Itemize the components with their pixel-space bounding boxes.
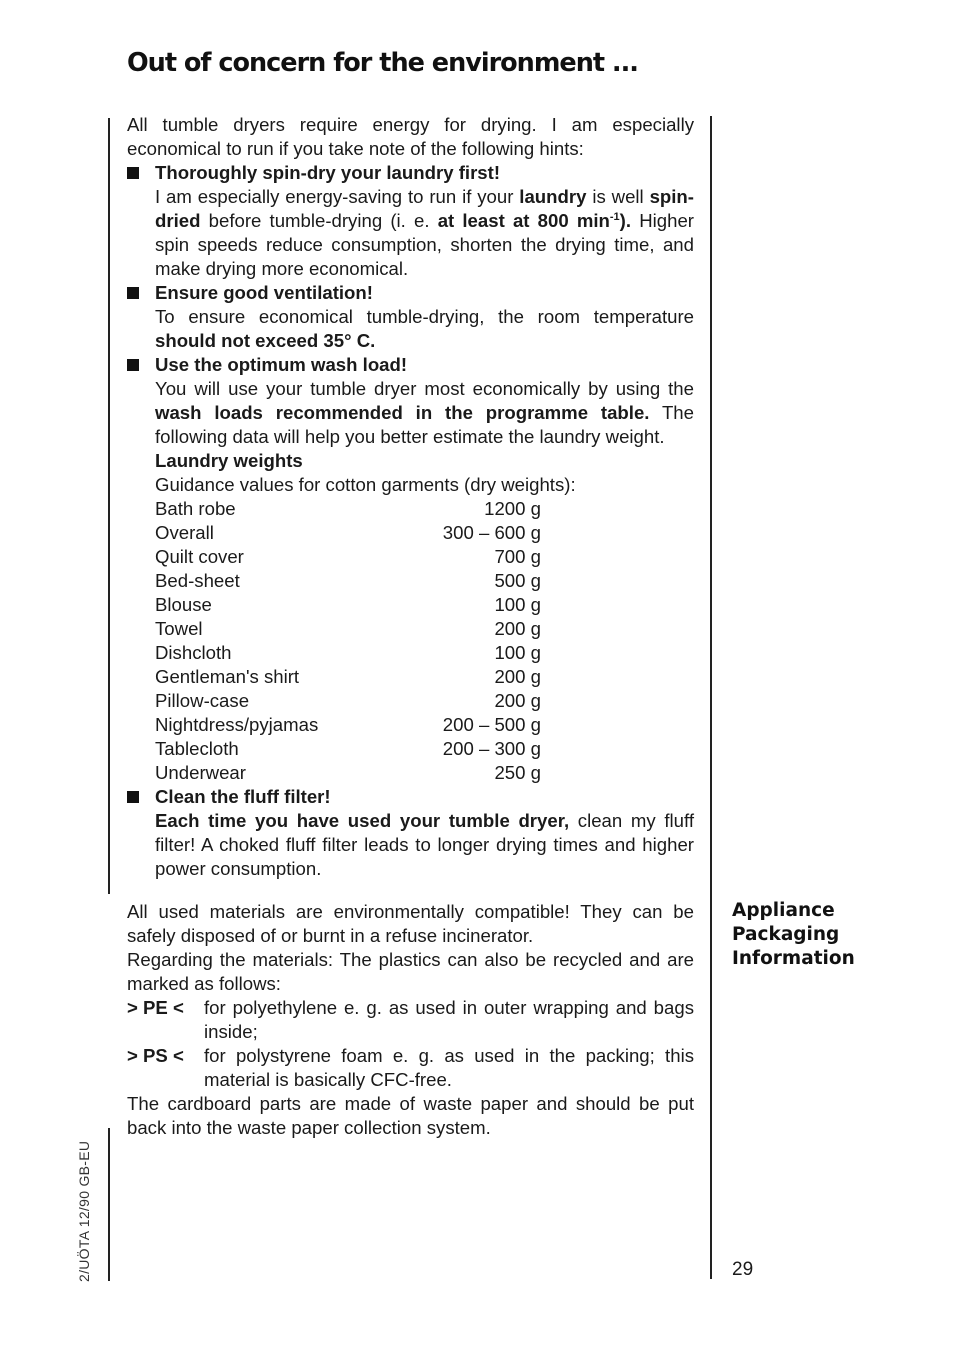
weight-item-value: 200 g (494, 666, 541, 687)
hint-heading-ventilation (127, 281, 694, 305)
side-heading (732, 899, 855, 971)
text-run-bold: at least at 800 min (437, 210, 610, 231)
energy-hints-section (127, 113, 694, 881)
weight-item-value: 100 g (494, 642, 541, 663)
left-margin-rule-top (108, 118, 110, 894)
weight-row (155, 761, 541, 785)
laundry-weights-guidance: Guidance values for cotton garments (dry weights): (155, 474, 576, 495)
weight-row (155, 617, 541, 641)
material-item-ps (127, 1044, 694, 1092)
hint-heading-fluff-filter (127, 785, 694, 809)
weight-row (155, 713, 541, 737)
hint-body-spin-dry (155, 185, 694, 281)
weight-row (155, 569, 541, 593)
bullet-square-icon (127, 359, 139, 371)
weight-row (155, 497, 541, 521)
text-run: before tumble-drying (i. e. (200, 210, 438, 231)
material-description: for polystyrene foam e. g. as used in the packing; this material is basically CFC-free. (204, 1045, 694, 1090)
hint-body-ventilation (155, 305, 694, 353)
weight-item-value: 700 g (494, 546, 541, 567)
weight-row (155, 689, 541, 713)
weight-item-name: Tablecloth (155, 738, 239, 759)
weight-item-name: Quilt cover (155, 546, 244, 567)
weight-row (155, 593, 541, 617)
right-margin-rule (710, 116, 712, 1279)
text-run: clean my fluff filter! A choked fluff filter leads to longer drying times and higher power consumption. (155, 810, 694, 879)
weight-item-value: 200 g (494, 618, 541, 639)
packaging-paragraph-3: The cardboard parts are made of waste paper and should be put back into the waste paper collection system. (127, 1093, 694, 1138)
weight-item-name: Gentleman's shirt (155, 666, 300, 687)
side-heading-line: Packaging (732, 924, 840, 945)
material-description: for polyethylene e. g. as used in outer wrapping and bags inside; (204, 997, 694, 1042)
hint-heading-spin-dry (127, 161, 694, 185)
side-heading-line: Information (732, 948, 855, 969)
weight-item-value: 100 g (494, 594, 541, 615)
weight-row (155, 737, 541, 761)
left-margin-rule-bottom (108, 1128, 110, 1281)
text-run-bold: laundry (519, 186, 587, 207)
text-run-bold: Laundry weights (155, 450, 303, 471)
weight-item-name: Underwear (155, 762, 246, 783)
weight-row (155, 521, 541, 545)
weight-item-value: 200 g (494, 690, 541, 711)
page-number: 29 (732, 1259, 754, 1280)
weight-item-name: Towel (155, 618, 203, 639)
intro-paragraph: All tumble dryers require energy for drying. I am especially economical to run if you take note of the following hints: (127, 114, 694, 159)
material-code: > PS < (127, 1045, 184, 1066)
weight-row (155, 665, 541, 689)
superscript: -1 (609, 210, 620, 223)
material-item-pe (127, 996, 694, 1044)
packaging-paragraph-1: All used materials are environmentally compatible! They can be safely disposed of or burnt in a refuse incinerator. (127, 901, 694, 946)
packaging-paragraph-2: Regarding the materials: The plastics can also be recycled and are marked as follows: (127, 949, 694, 994)
weight-item-name: Bed-sheet (155, 570, 240, 591)
text-run: You will use your tumble dryer most economically by using the (155, 378, 694, 399)
hint-heading-text: Clean the fluff filter! (155, 786, 331, 807)
weight-row (155, 545, 541, 569)
text-run: The following data will help you better estimate the laundry weight. (155, 402, 694, 447)
weight-item-value: 200 – 300 g (442, 738, 541, 759)
weight-item-value: 200 – 500 g (442, 714, 541, 735)
packaging-section (127, 900, 694, 1140)
bullet-square-icon (127, 287, 139, 299)
hint-body-wash-load (155, 377, 694, 449)
text-run-bold: spin-dried (155, 186, 694, 231)
weight-item-value: 250 g (494, 762, 541, 783)
weight-item-name: Nightdress/pyjamas (155, 714, 319, 735)
page-title: Out of concern for the environment ... (127, 48, 638, 78)
weight-item-name: Pillow-case (155, 690, 250, 711)
text-run-bold: wash loads recommended in the programme table. (155, 402, 650, 423)
material-code: > PE < (127, 997, 184, 1018)
hint-heading-text: Use the optimum wash load! (155, 354, 408, 375)
weight-item-value: 1200 g (484, 498, 541, 519)
bullet-square-icon (127, 791, 139, 803)
text-run: To ensure economical tumble-drying, the room temperature (155, 306, 694, 327)
hint-heading-text: Thoroughly spin-dry your laundry first! (155, 162, 501, 183)
weight-item-name: Dishcloth (155, 642, 232, 663)
side-heading-line: Appliance (732, 900, 835, 921)
text-run: Higher spin speeds reduce consumption, shorten the drying time, and make drying more economical. (155, 210, 694, 279)
text-run-bold: should not exceed 35° C. (155, 330, 376, 351)
weight-row (155, 641, 541, 665)
text-run-bold: Each time you have used your tumble dryer, (155, 810, 570, 831)
weight-item-name: Overall (155, 522, 214, 543)
hint-heading-text: Ensure good ventilation! (155, 282, 373, 303)
weight-item-name: Blouse (155, 594, 212, 615)
hint-body-fluff-filter (155, 809, 694, 881)
document-code: 2/UÖTA 12/90 GB-EU (76, 1140, 92, 1282)
bullet-square-icon (127, 167, 139, 179)
text-run: I am especially energy-saving to run if your (155, 186, 520, 207)
laundry-weights-table (127, 497, 694, 785)
weight-item-value: 500 g (494, 570, 541, 591)
text-run: is well (586, 186, 650, 207)
weight-item-value: 300 – 600 g (442, 522, 541, 543)
hint-heading-wash-load (127, 353, 694, 377)
weight-item-name: Bath robe (155, 498, 236, 519)
text-run-bold: ). (619, 210, 632, 231)
laundry-weights-heading (155, 449, 694, 473)
